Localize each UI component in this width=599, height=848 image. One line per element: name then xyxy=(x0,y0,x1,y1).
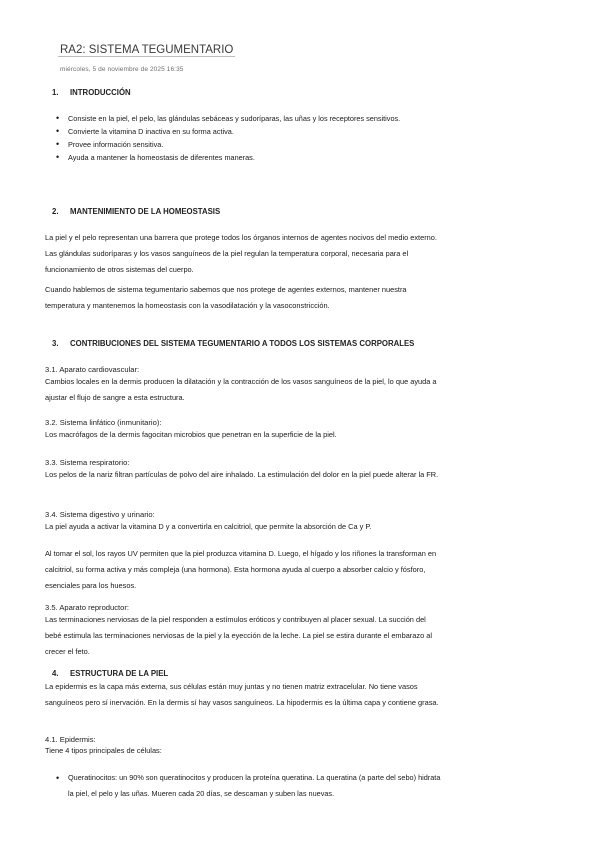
paragraph: La piel ayuda a activar la vitamina D y a convertirla en calcitriol, que permite la absorción de Ca y P. xyxy=(45,522,372,531)
paragraph: La piel y el pelo representan una barrera que protege todos los órganos internos de agentes nocivos del medio externo. Las glándulas sudoríparas y los vasos sanguíneos de la piel regulan la temperatura corporal, necesaria para el funcionamiento de otros sistemas del cuerpo. xyxy=(45,233,437,274)
list-item: • Convierte la vitamina D inactiva en su forma activa. xyxy=(56,125,416,138)
paragraph: Cuando hablemos de sistema tegumentario sabemos que nos protege de agentes externos, mantener nuestra temperatura y mantenemos la homeostasis con la vasodilatación y la vasoconstricción. xyxy=(45,285,407,310)
paragraph: Los pelos de la nariz filtran partículas de polvo del aire inhalado. La estimulación del dolor en la piel puede alterar la FR. xyxy=(45,470,439,479)
section-number: 2. xyxy=(52,207,59,216)
page-title: RA2: SISTEMA TEGUMENTARIO xyxy=(60,44,234,56)
section-heading xyxy=(52,339,414,348)
section-title: MANTENIMIENTO DE LA HOMEOSTASIS xyxy=(70,207,221,216)
section-title: ESTRUCTURA DE LA PIEL xyxy=(70,669,169,678)
paragraph: Las terminaciones nerviosas de la piel responden a estímulos eróticos y contribuyen al placer sexual. La succión del bebé estimula las terminaciones nerviosas de la piel y la eyección de la leche. La piel se estira durante el embarazo al crecer el feto. xyxy=(45,615,432,656)
paragraph: Al tomar el sol, los rayos UV permiten que la piel produzca vitamina D. Luego, el hígado y los riñones la transforman en calcitriol, su forma activa y más compleja (una hormona). Esta hormona ayuda al cuerpo a absorber calcio y fósforo, esenciales para los huesos. xyxy=(45,549,437,590)
section-heading xyxy=(52,88,131,97)
subsection-title: 3.2. Sistema linfático (inmunitario): xyxy=(45,418,162,427)
page-date: miércoles, 5 de noviembre de 2025 16:35 xyxy=(60,66,184,73)
bullet-list xyxy=(56,770,441,802)
bullet-list xyxy=(56,112,416,164)
subsection-title: 4.1. Epidermis: xyxy=(45,735,96,744)
list-item: • Ayuda a mantener la homeostasis de diferentes maneras. xyxy=(56,151,416,164)
subsection-title: 3.3. Sistema respiratorio: xyxy=(45,458,130,467)
paragraph: La epidermis es la capa más externa, sus células están muy juntas y no tienen matriz extracelular. No tiene vasos sanguíneos pero sí inervación. En la dermis sí hay vasos sanguíneos. La hipodermis es la última capa y contiene grasa. xyxy=(45,682,439,707)
list-item: • Provee información sensitiva. xyxy=(56,138,416,151)
subsection-title: 3.5. Aparato reproductor: xyxy=(45,603,130,612)
subsection-title: 3.1. Aparato cardiovascular: xyxy=(45,365,140,374)
section-title: CONTRIBUCIONES DEL SISTEMA TEGUMENTARIO A TODOS LOS SISTEMAS CORPORALES xyxy=(70,339,415,348)
paragraph: Cambios locales en la dermis producen la dilatación y la contracción de los vasos sanguíneos de la piel, lo que ayuda a ajustar el flujo de sangre a esta estructura. xyxy=(45,377,437,402)
section-number: 4. xyxy=(52,669,59,678)
section-number: 3. xyxy=(52,339,59,348)
paragraph: Tiene 4 tipos principales de células: xyxy=(45,746,162,755)
list-item: • Queratinocitos: un 90% son queratinocitos y producen la proteína queratina. La queratina (a parte del sebo) hidrata la piel, el pelo y las uñas. Mueren cada 20 días, se descaman y suben las nuevas. xyxy=(56,770,441,802)
list-item: • Consiste en la piel, el pelo, las glándulas sebáceas y sudoríparas, las uñas y los receptores sensitivos. xyxy=(56,112,416,125)
section-title: INTRODUCCIÓN xyxy=(70,88,131,97)
subsection-title: 3.4. Sistema digestivo y urinario: xyxy=(45,510,155,519)
section-heading xyxy=(52,669,168,678)
section-number: 1. xyxy=(52,88,59,97)
section-heading xyxy=(52,207,220,216)
paragraph: Los macrófagos de la dermis fagocitan microbios que penetran en la superficie de la piel. xyxy=(45,430,337,439)
